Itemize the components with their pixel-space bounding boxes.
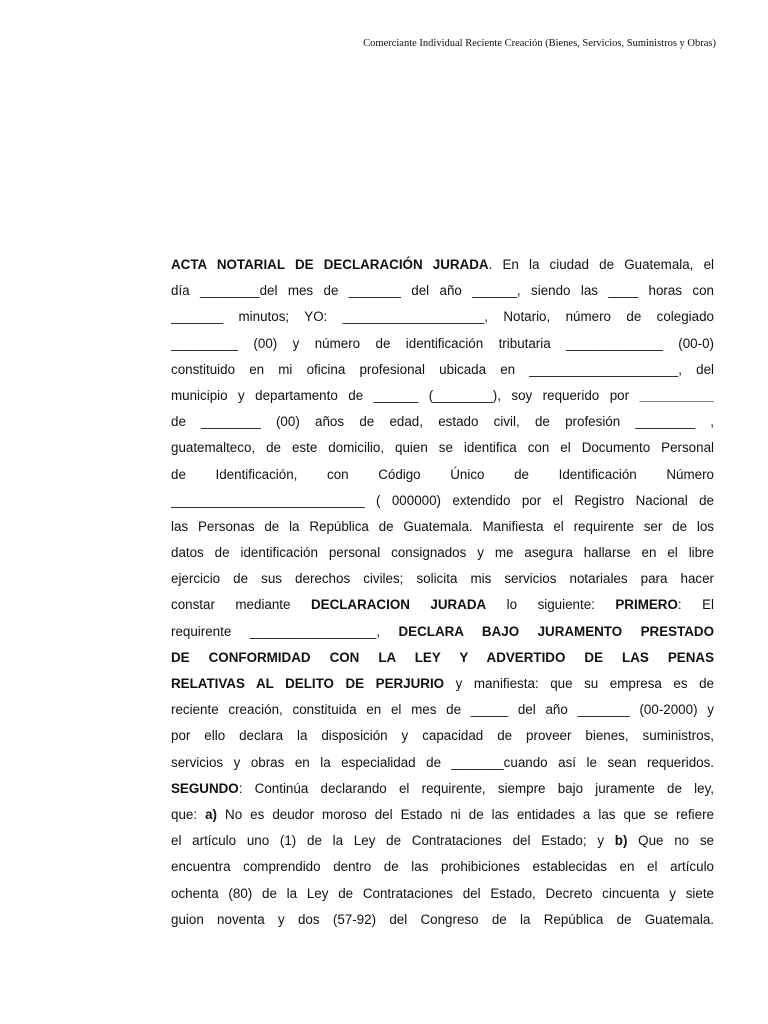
line-20: servicios y obras en la especialidad de _______cuando así le sean requeridos. (171, 754, 714, 770)
line-17: RELATIVAS AL DELITO DE PERJURIO y manifiesta: que su empresa es de (171, 676, 714, 691)
document-header: Comerciante Individual Reciente Creación (Bienes, Servicios, Suministros y Obras) (363, 38, 716, 49)
line-19: por ello declara la disposición y capacidad de proveer bienes, suministros, (171, 728, 714, 744)
line-6: municipio y departamento de ______ (________), soy requerido por __________ (171, 387, 714, 403)
title-bold: ACTA NOTARIAL DE DECLARACIÓN JURADA (171, 257, 489, 272)
line-26: guion noventa y dos (57-92) del Congreso de la República de Guatemala. (171, 911, 714, 927)
line-22: que: a) No es deudor moroso del Estado ni de las entidades a las que se refiere (171, 806, 714, 822)
line-24: encuentra comprendido dentro de las prohibiciones establecidas en el artículo (171, 859, 714, 875)
document-body (171, 252, 714, 933)
line-9: de Identificación, con Código Único de Identificación Número (171, 466, 714, 482)
line-5: constituido en mi oficina profesional ubicada en ____________________, del (171, 361, 714, 377)
line-8: guatemalteco, de este domicilio, quien se identifica con el Documento Personal (171, 440, 714, 456)
line-4: _________ (00) y número de identificación tributaria _____________ (00-0) (171, 335, 714, 351)
line-18: reciente creación, constituida en el mes de _____ del año _______ (00-2000) y (171, 702, 714, 718)
line-23: el artículo uno (1) de la Ley de Contrataciones del Estado; y b) Que no se (171, 833, 714, 849)
line-25: ochenta (80) de la Ley de Contrataciones del Estado, Decreto cincuenta y siete (171, 885, 714, 901)
line-2: día ________del mes de _______ del año ______, siendo las ____ horas con (171, 283, 714, 299)
line-7: de ________ (00) años de edad, estado civil, de profesión ________ , (171, 414, 714, 430)
line-16: DE CONFORMIDAD CON LA LEY Y ADVERTIDO DE LAS PENAS (171, 649, 714, 665)
line-11: las Personas de la República de Guatemala. Manifiesta el requirente ser de los (171, 518, 714, 534)
line-14: constar mediante DECLARACION JURADA lo siguiente: PRIMERO: El (171, 597, 714, 613)
line-3: _______ minutos; YO: ___________________, Notario, número de colegiado (171, 309, 714, 325)
line-21: SEGUNDO: Continúa declarando el requirente, siempre bajo juramente de ley, (171, 780, 714, 796)
line-10: __________________________ ( 000000) extendido por el Registro Nacional de (171, 492, 714, 508)
line-15: requirente _________________, DECLARA BAJO JURAMENTO PRESTADO (171, 623, 714, 639)
line-13: ejercicio de sus derechos civiles; solicita mis servicios notariales para hacer (171, 571, 714, 587)
line-1: ACTA NOTARIAL DE DECLARACIÓN JURADA. En la ciudad de Guatemala, el (171, 257, 714, 272)
line-12: datos de identificación personal consignados y me asegura hallarse en el libre (171, 545, 714, 561)
